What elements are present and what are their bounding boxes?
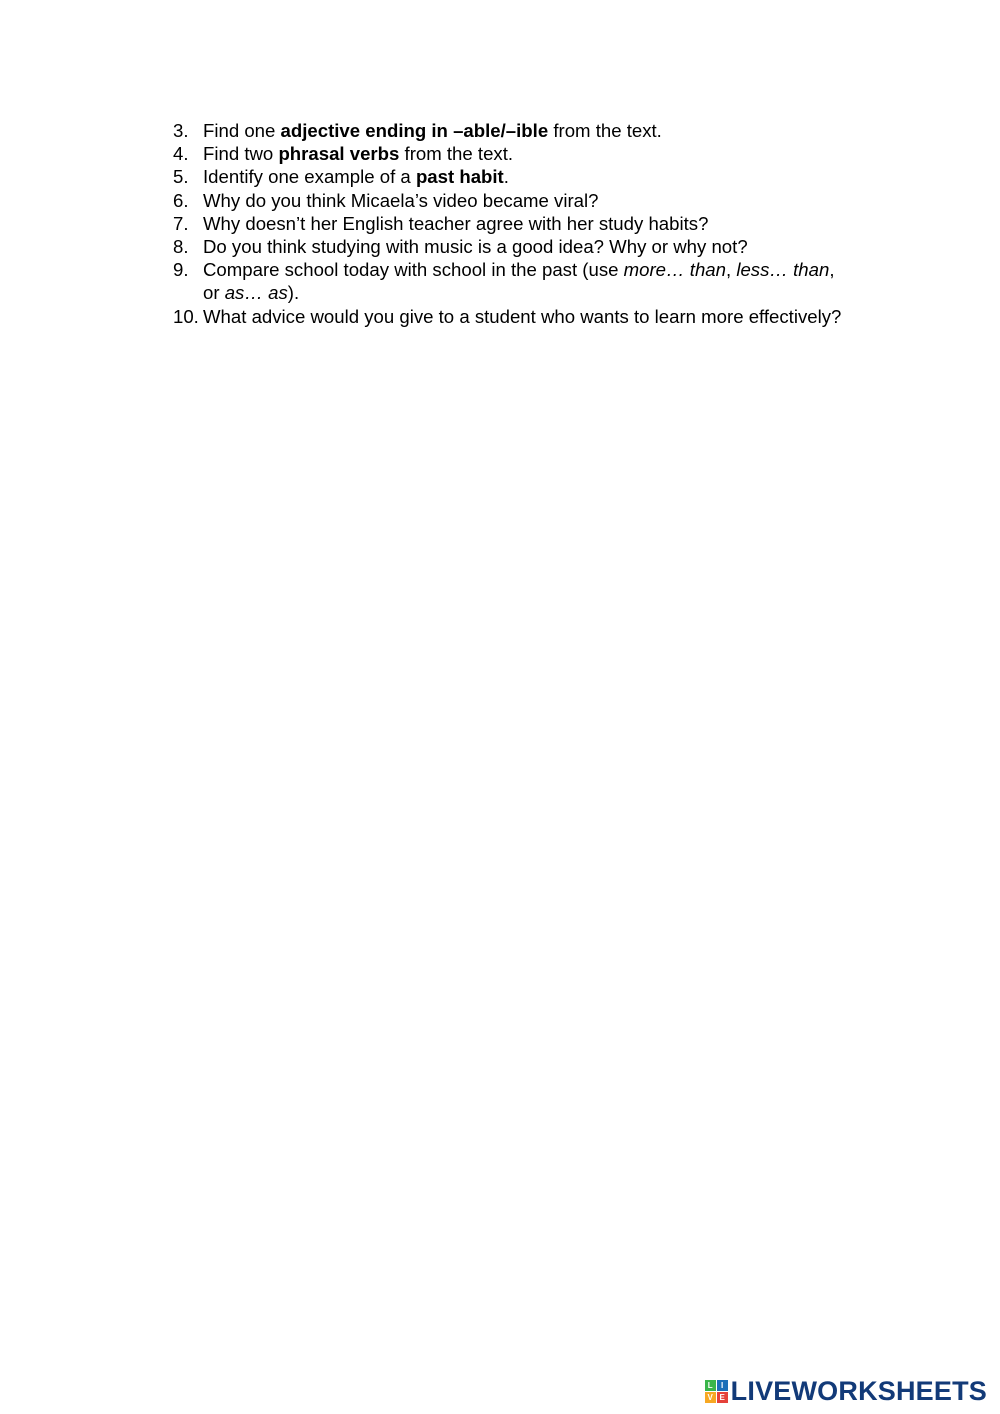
question-text [203, 119, 853, 142]
question-text [203, 235, 853, 258]
question-number: 10. [173, 305, 199, 327]
logo-block: V [705, 1392, 716, 1403]
question-text-part: Compare school today with school in the past (use [203, 259, 624, 281]
question-number: 7. [173, 212, 189, 234]
question-item [173, 142, 853, 165]
question-text [203, 165, 853, 188]
question-number: 4. [173, 143, 189, 165]
question-text-part: Do you think studying with music is a good idea? Why or why not? [203, 236, 748, 258]
question-number: 3. [173, 120, 189, 141]
question-list [173, 119, 853, 328]
question-item [173, 235, 853, 258]
question-text-part: from the text. [548, 120, 662, 141]
question-item [173, 258, 853, 304]
question-text-part: Why doesn’t her English teacher agree with her study habits? [203, 212, 709, 234]
question-item [173, 165, 853, 188]
logo-block: I [717, 1380, 728, 1391]
question-text-part: from the text. [399, 143, 514, 165]
question-text-bold: phrasal verbs [278, 143, 400, 165]
question-item [173, 119, 853, 142]
question-text-part: What advice would you give to a student who wants to learn more effectively? [203, 305, 842, 327]
question-text [203, 212, 853, 235]
question-text [203, 258, 853, 304]
question-text-part: Why do you think Micaela’s video became viral? [203, 189, 599, 211]
question-text-part: . [503, 166, 509, 188]
question-text [203, 189, 853, 212]
question-number: 9. [173, 259, 189, 281]
question-number: 8. [173, 236, 189, 258]
question-number: 5. [173, 166, 189, 188]
question-text-part: , or [203, 259, 835, 304]
question-text-part: Identify one example of a [203, 166, 416, 188]
logo-block: E [717, 1392, 728, 1403]
question-text-part: Find one [203, 120, 281, 141]
question-text-part: Find two [203, 143, 279, 165]
liveworksheets-logo [705, 1377, 987, 1405]
logo-text: LIVEWORKSHEETS [730, 1376, 987, 1406]
question-text-bold: past habit [415, 166, 504, 188]
logo-block: L [705, 1380, 716, 1391]
question-text-part: ). [287, 282, 300, 304]
question-text-italic: as… as [224, 282, 288, 304]
question-item [173, 189, 853, 212]
question-item [173, 305, 853, 328]
question-text-part: , [725, 259, 737, 281]
question-item [173, 212, 853, 235]
question-text-italic: more… than [623, 259, 726, 281]
question-number: 6. [173, 189, 189, 211]
logo-blocks-icon [705, 1380, 728, 1403]
question-text-italic: less… than [736, 259, 830, 281]
question-text [203, 142, 853, 165]
question-text [203, 305, 853, 328]
question-text-bold: adjective ending in –able/–ible [280, 120, 549, 141]
